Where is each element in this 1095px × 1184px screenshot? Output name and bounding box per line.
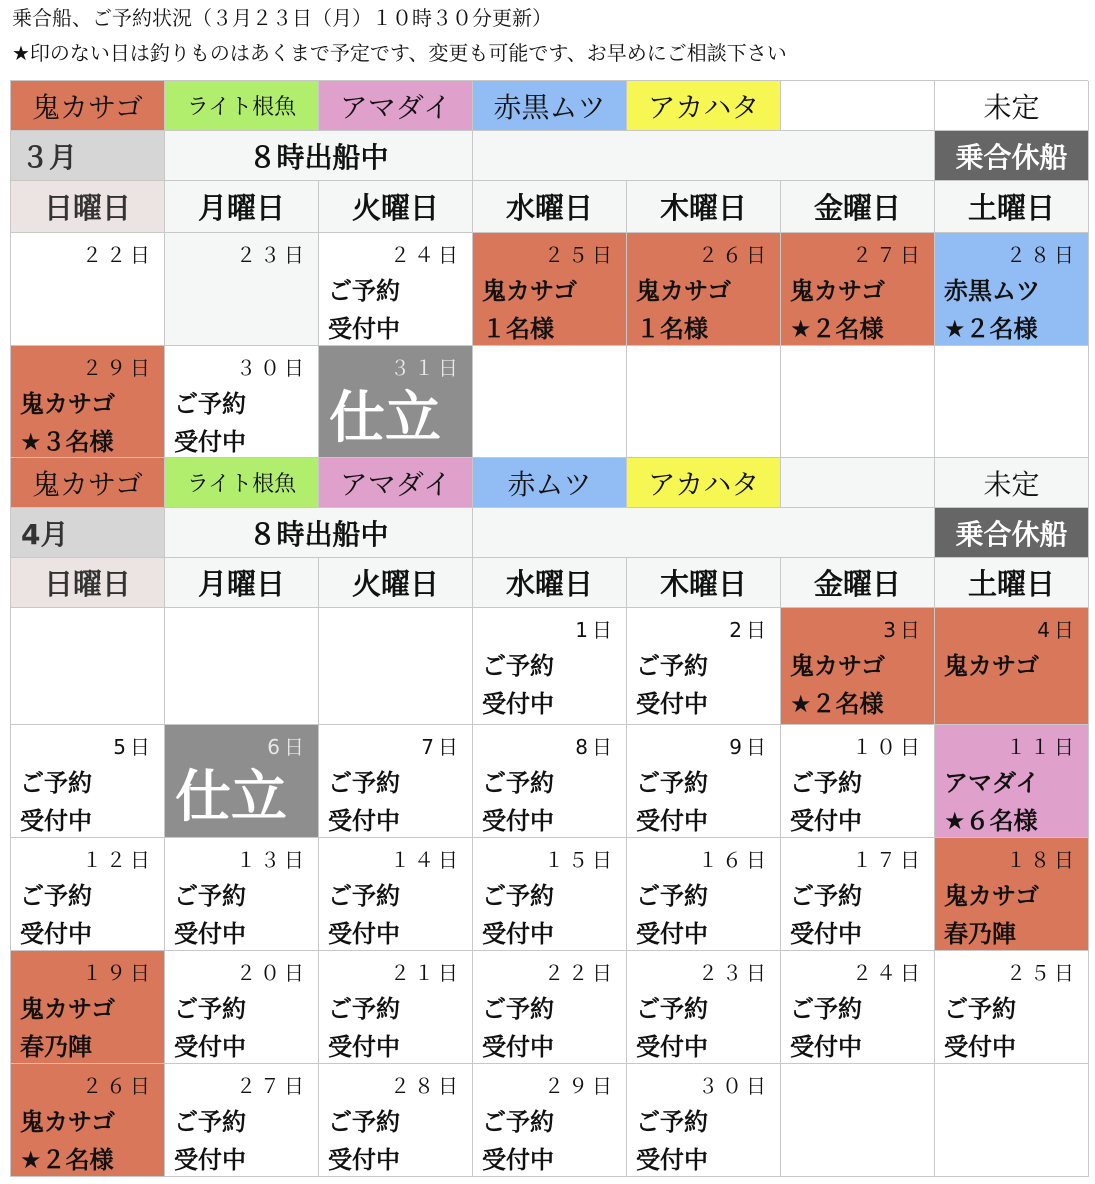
empty-day-cell (935, 346, 1089, 458)
day-status: 鬼カサゴ (944, 882, 1040, 910)
day-status: ご予約 (790, 995, 862, 1023)
legend-light-nekyo: ライト根魚 (165, 458, 319, 508)
day-cell[interactable] (473, 725, 627, 838)
day-number: ２６日 (698, 243, 770, 267)
day-status: 鬼カサゴ (482, 277, 578, 305)
day-number: ２４日 (852, 961, 924, 985)
day-cell[interactable] (11, 838, 165, 951)
legend-light-nekyo: ライト根魚 (165, 81, 319, 131)
day-number: ２９日 (82, 356, 154, 380)
day-detail: １名様 (482, 315, 554, 343)
legend-empty (781, 458, 935, 508)
day-status: ご予約 (636, 882, 708, 910)
day-detail: 受付中 (482, 920, 554, 948)
day-status: ご予約 (482, 652, 554, 680)
day-cell[interactable] (165, 838, 319, 951)
day-status: ご予約 (482, 882, 554, 910)
day-status: 鬼カサゴ (790, 277, 886, 305)
day-status: ご予約 (636, 1108, 708, 1136)
day-detail: 受付中 (636, 1033, 708, 1061)
legend-akakuromutsu: 赤黒ムツ (473, 81, 627, 131)
day-cell[interactable] (935, 725, 1089, 838)
day-detail: ★２名様 (944, 315, 1038, 343)
empty-day-cell (781, 1064, 935, 1177)
day-number: ２３日 (236, 243, 308, 267)
month-label: ３月 (11, 131, 165, 181)
day-detail: 受付中 (482, 807, 554, 835)
day-number: ２８日 (390, 1074, 462, 1098)
day-number: ３０日 (698, 1074, 770, 1098)
day-number: １０日 (852, 735, 924, 759)
empty-day-cell (627, 346, 781, 458)
day-cell[interactable] (935, 233, 1089, 346)
booking-calendar (10, 80, 1088, 1177)
weekday-header: 木曜日 (627, 558, 781, 608)
day-detail: 受付中 (328, 1033, 400, 1061)
day-status: ご予約 (790, 882, 862, 910)
day-detail: 受付中 (944, 1033, 1016, 1061)
day-detail: 受付中 (636, 920, 708, 948)
day-status: アマダイ (944, 769, 1040, 797)
day-number: １３日 (236, 848, 308, 872)
day-number: ２１日 (390, 961, 462, 985)
day-detail: 受付中 (20, 920, 92, 948)
day-cell[interactable] (781, 608, 935, 725)
day-detail: 受付中 (636, 807, 708, 835)
day-status: ご予約 (174, 882, 246, 910)
legend-undecided: 未定 (935, 81, 1089, 131)
day-cell[interactable] (319, 725, 473, 838)
day-cell[interactable] (473, 1064, 627, 1177)
legend-empty (781, 81, 935, 131)
legend-onikasago: 鬼カサゴ (11, 458, 165, 508)
day-cell[interactable] (473, 951, 627, 1064)
day-detail: 受付中 (328, 807, 400, 835)
day-number: ２７日 (852, 243, 924, 267)
reservation-note: ★印のない日は釣りものはあくまで予定です、変更も可能です、お早めにご相談下さい (12, 41, 787, 65)
day-status: ご予約 (328, 882, 400, 910)
day-cell[interactable] (11, 1064, 165, 1177)
day-cell[interactable] (781, 838, 935, 951)
day-status: ご予約 (328, 769, 400, 797)
day-cell[interactable] (627, 951, 781, 1064)
day-cell[interactable] (319, 951, 473, 1064)
day-number: ２５日 (544, 243, 616, 267)
day-detail: 受付中 (174, 920, 246, 948)
day-status: ご予約 (174, 995, 246, 1023)
day-number: ２２日 (544, 961, 616, 985)
update-notice: 乗合船、ご予約状況（３月２３日（月）１０時３０分更新） (12, 6, 552, 30)
day-cell[interactable] (473, 233, 627, 346)
day-status: 鬼カサゴ (20, 1108, 116, 1136)
day-number: ２７日 (236, 1074, 308, 1098)
day-cell[interactable] (165, 346, 319, 458)
day-status: ご予約 (482, 1108, 554, 1136)
day-number: 3日 (883, 618, 924, 642)
day-detail: 春乃陣 (944, 920, 1016, 948)
day-detail: 受付中 (174, 1146, 246, 1174)
day-status: ご予約 (20, 882, 92, 910)
day-number: １１日 (1006, 735, 1078, 759)
day-status: 鬼カサゴ (20, 995, 116, 1023)
weekday-header: 金曜日 (781, 181, 935, 233)
day-cell[interactable] (627, 608, 781, 725)
day-detail: ★３名様 (20, 428, 114, 456)
weekday-header: 日曜日 (11, 181, 165, 233)
day-detail: ★２名様 (790, 315, 884, 343)
banner-blank (473, 131, 935, 181)
day-detail: 受付中 (20, 807, 92, 835)
day-status: 鬼カサゴ (790, 652, 886, 680)
banner-blank (473, 508, 935, 558)
weekday-header: 水曜日 (473, 181, 627, 233)
legend-amadai: アマダイ (319, 81, 473, 131)
empty-day-cell (473, 346, 627, 458)
day-number: 1日 (575, 618, 616, 642)
empty-day-cell (165, 608, 319, 725)
day-cell[interactable] (319, 1064, 473, 1177)
day-number: １２日 (82, 848, 154, 872)
departure-banner: ８時出船中 (165, 508, 473, 558)
day-detail: 受付中 (328, 315, 400, 343)
empty-day-cell (11, 608, 165, 725)
day-number: 5日 (113, 735, 154, 759)
day-status: ご予約 (636, 995, 708, 1023)
day-detail: 受付中 (482, 1033, 554, 1061)
weekday-header: 日曜日 (11, 558, 165, 608)
closed-badge: 乗合休船 (935, 131, 1089, 181)
day-detail: 受付中 (482, 1146, 554, 1174)
day-status: ご予約 (174, 1108, 246, 1136)
day-status: ご予約 (174, 390, 246, 418)
closed-badge: 乗合休船 (935, 508, 1089, 558)
day-status: 鬼カサゴ (636, 277, 732, 305)
day-status: ご予約 (482, 995, 554, 1023)
day-cell[interactable] (627, 233, 781, 346)
day-number: 8日 (575, 735, 616, 759)
day-detail: 受付中 (790, 920, 862, 948)
day-detail: ★６名様 (944, 807, 1038, 835)
weekday-header: 土曜日 (935, 558, 1089, 608)
weekday-header: 木曜日 (627, 181, 781, 233)
day-detail: 受付中 (790, 807, 862, 835)
day-cell[interactable] (781, 951, 935, 1064)
day-number: 4日 (1037, 618, 1078, 642)
day-cell[interactable] (319, 838, 473, 951)
day-detail: 受付中 (328, 920, 400, 948)
day-status: ご予約 (944, 995, 1016, 1023)
day-cell[interactable] (11, 233, 165, 346)
legend-onikasago: 鬼カサゴ (11, 81, 165, 131)
day-number: ２６日 (82, 1074, 154, 1098)
day-cell[interactable] (165, 951, 319, 1064)
legend-akahata: アカハタ (627, 458, 781, 508)
empty-day-cell (935, 1064, 1089, 1177)
day-cell[interactable] (627, 1064, 781, 1177)
day-status: 鬼カサゴ (944, 652, 1040, 680)
legend-akahata: アカハタ (627, 81, 781, 131)
day-detail: ★２名様 (790, 690, 884, 718)
charter-label: 仕立 (329, 386, 441, 451)
empty-day-cell (781, 346, 935, 458)
departure-banner: ８時出船中 (165, 131, 473, 181)
charter-label: 仕立 (175, 765, 287, 830)
day-cell[interactable] (11, 951, 165, 1064)
day-cell[interactable] (781, 233, 935, 346)
day-status: 赤黒ムツ (944, 277, 1040, 305)
day-detail: 春乃陣 (20, 1033, 92, 1061)
day-cell[interactable] (11, 725, 165, 838)
day-cell[interactable] (165, 1064, 319, 1177)
day-status: ご予約 (790, 769, 862, 797)
day-detail: 受付中 (328, 1146, 400, 1174)
day-status: ご予約 (636, 652, 708, 680)
day-number: 7日 (421, 735, 462, 759)
day-number: ２４日 (390, 243, 462, 267)
weekday-header: 金曜日 (781, 558, 935, 608)
day-number: １４日 (390, 848, 462, 872)
day-status: 鬼カサゴ (20, 390, 116, 418)
day-number: １８日 (1006, 848, 1078, 872)
day-cell[interactable] (473, 838, 627, 951)
day-number: １９日 (82, 961, 154, 985)
day-number: ２５日 (1006, 961, 1078, 985)
day-detail: 受付中 (636, 690, 708, 718)
month-label: 4月 (11, 508, 165, 558)
day-cell[interactable] (165, 233, 319, 346)
day-detail: 受付中 (636, 1146, 708, 1174)
day-status: ご予約 (328, 277, 400, 305)
empty-day-cell (319, 608, 473, 725)
day-detail: 受付中 (174, 1033, 246, 1061)
day-number: １５日 (544, 848, 616, 872)
day-cell[interactable] (11, 346, 165, 458)
day-cell[interactable] (935, 838, 1089, 951)
day-status: ご予約 (328, 995, 400, 1023)
day-number: ２９日 (544, 1074, 616, 1098)
day-number: ２３日 (698, 961, 770, 985)
day-status: ご予約 (20, 769, 92, 797)
day-cell[interactable] (627, 838, 781, 951)
day-status: ご予約 (328, 1108, 400, 1136)
day-status: ご予約 (636, 769, 708, 797)
weekday-header: 月曜日 (165, 558, 319, 608)
day-cell[interactable] (319, 233, 473, 346)
day-cell[interactable] (473, 608, 627, 725)
weekday-header: 月曜日 (165, 181, 319, 233)
day-number: ２８日 (1006, 243, 1078, 267)
day-number: １７日 (852, 848, 924, 872)
weekday-header: 火曜日 (319, 558, 473, 608)
day-detail: 受付中 (790, 1033, 862, 1061)
legend-undecided: 未定 (935, 458, 1089, 508)
day-detail: ★２名様 (20, 1146, 114, 1174)
day-number: ２２日 (82, 243, 154, 267)
day-detail: 受付中 (482, 690, 554, 718)
charter-day-cell[interactable] (165, 725, 319, 838)
weekday-header: 水曜日 (473, 558, 627, 608)
day-number: ３１日 (390, 356, 462, 380)
legend-akamutsu: 赤ムツ (473, 458, 627, 508)
day-cell[interactable] (627, 725, 781, 838)
day-number: 9日 (729, 735, 770, 759)
day-number: 2日 (729, 618, 770, 642)
day-detail: 受付中 (174, 428, 246, 456)
day-number: 6日 (267, 735, 308, 759)
charter-day-cell[interactable] (319, 346, 473, 458)
weekday-header: 火曜日 (319, 181, 473, 233)
day-detail: １名様 (636, 315, 708, 343)
day-number: ３０日 (236, 356, 308, 380)
day-number: １６日 (698, 848, 770, 872)
day-number: ２０日 (236, 961, 308, 985)
day-status: ご予約 (482, 769, 554, 797)
weekday-header: 土曜日 (935, 181, 1089, 233)
legend-amadai: アマダイ (319, 458, 473, 508)
day-cell[interactable] (935, 951, 1089, 1064)
day-cell[interactable] (781, 725, 935, 838)
day-cell[interactable] (935, 608, 1089, 725)
